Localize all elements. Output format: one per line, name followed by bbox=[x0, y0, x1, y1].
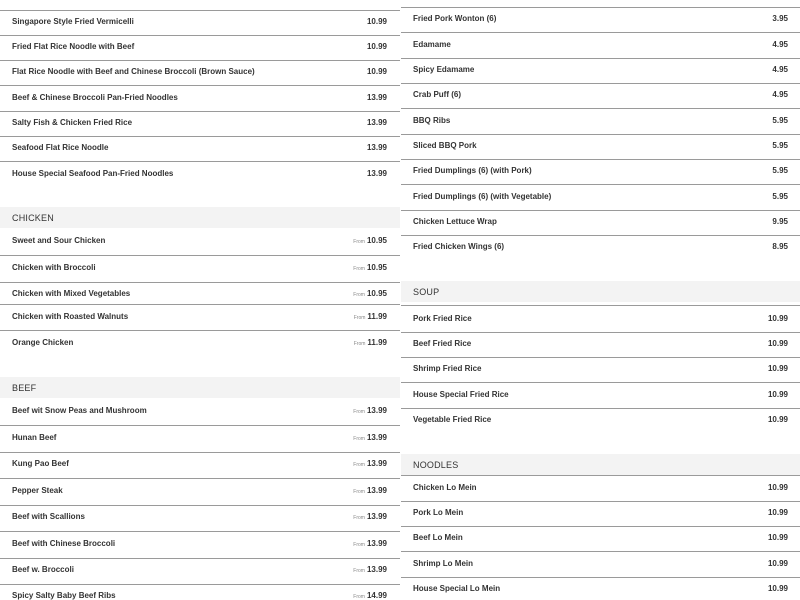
menu-item[interactable] bbox=[401, 34, 800, 54]
item-name: Sweet and Sour Chicken bbox=[12, 235, 106, 245]
divider bbox=[0, 425, 400, 426]
item-price: 13.99 bbox=[366, 92, 387, 102]
from-label: From bbox=[353, 291, 365, 298]
category-header-noodles: NOODLES bbox=[401, 454, 800, 475]
menu-item[interactable] bbox=[0, 61, 400, 81]
menu-item[interactable] bbox=[0, 230, 400, 250]
item-name: Fried Chicken Wings (6) bbox=[413, 241, 505, 251]
item-price: 4.95 bbox=[772, 64, 788, 74]
item-price: 5.95 bbox=[772, 140, 788, 150]
menu-item[interactable] bbox=[0, 533, 400, 553]
item-name: Orange Chicken bbox=[12, 337, 74, 347]
item-price: 13.99 bbox=[366, 168, 387, 178]
divider bbox=[0, 255, 400, 256]
menu-item[interactable] bbox=[0, 400, 400, 420]
item-name: Chicken with Roasted Walnuts bbox=[12, 311, 129, 321]
from-label: From bbox=[353, 541, 365, 548]
divider bbox=[0, 304, 400, 305]
item-price: 9.95 bbox=[772, 216, 788, 226]
divider bbox=[0, 478, 400, 479]
item-price: 5.95 bbox=[772, 191, 788, 201]
menu-item[interactable] bbox=[0, 163, 400, 183]
category-header-soup: SOUP bbox=[401, 281, 800, 302]
item-name: Beef wit Snow Peas and Mushroom bbox=[12, 405, 147, 415]
from-label: From bbox=[353, 461, 365, 468]
item-name: Kung Pao Beef bbox=[12, 458, 69, 468]
divider bbox=[401, 382, 800, 383]
item-price: 10.99 bbox=[366, 66, 387, 76]
item-name: Fried Dumplings (6) (with Vegetable) bbox=[413, 191, 552, 201]
item-price: 10.99 bbox=[767, 583, 788, 593]
item-price: 13.99 bbox=[366, 538, 387, 548]
item-price: 10.99 bbox=[767, 507, 788, 517]
menu-item[interactable] bbox=[0, 11, 400, 31]
from-label: From bbox=[353, 340, 366, 347]
menu-item[interactable] bbox=[0, 559, 400, 579]
item-name: House Special Seafood Pan-Fried Noodles bbox=[12, 168, 174, 178]
item-price: 4.95 bbox=[772, 39, 788, 49]
item-name: Chicken Lo Mein bbox=[413, 482, 477, 492]
menu-item[interactable] bbox=[0, 257, 400, 277]
menu-item[interactable] bbox=[0, 332, 400, 352]
menu-item[interactable] bbox=[401, 333, 800, 353]
menu-item[interactable] bbox=[0, 427, 400, 447]
item-price: 13.99 bbox=[366, 142, 387, 152]
item-price: 8.95 bbox=[772, 241, 788, 251]
item-price: 10.99 bbox=[366, 41, 387, 51]
menu-item[interactable] bbox=[401, 308, 800, 328]
item-price: 10.95 bbox=[366, 262, 387, 272]
menu-item[interactable] bbox=[0, 453, 400, 473]
item-price: 10.99 bbox=[767, 363, 788, 373]
item-name: Shrimp Lo Mein bbox=[413, 558, 473, 568]
menu-item[interactable] bbox=[0, 506, 400, 526]
item-price: 3.95 bbox=[772, 13, 788, 23]
divider bbox=[401, 32, 800, 33]
item-name: Beef w. Broccoli bbox=[12, 564, 74, 574]
item-name: Singapore Style Fried Vermicelli bbox=[12, 16, 134, 26]
from-label: From bbox=[353, 593, 365, 600]
menu-item[interactable] bbox=[401, 527, 800, 547]
menu-item[interactable] bbox=[401, 135, 800, 155]
from-label: From bbox=[353, 435, 365, 442]
divider bbox=[401, 184, 800, 185]
menu-item[interactable] bbox=[0, 480, 400, 500]
item-name: Sliced BBQ Pork bbox=[413, 140, 477, 150]
from-label: From bbox=[353, 314, 366, 321]
item-name: Shrimp Fried Rice bbox=[413, 363, 482, 373]
menu-item[interactable] bbox=[0, 112, 400, 132]
from-label: From bbox=[353, 567, 365, 574]
divider bbox=[401, 475, 800, 476]
from-label: From bbox=[353, 265, 365, 272]
menu-item[interactable] bbox=[0, 36, 400, 56]
divider bbox=[0, 161, 400, 162]
menu-item[interactable] bbox=[401, 186, 800, 206]
from-label: From bbox=[353, 238, 365, 245]
item-price: 10.99 bbox=[767, 414, 788, 424]
menu-item[interactable] bbox=[0, 585, 400, 600]
menu-item[interactable] bbox=[0, 306, 400, 326]
from-label: From bbox=[353, 488, 365, 495]
item-name: Hunan Beef bbox=[12, 432, 57, 442]
item-price: 10.99 bbox=[767, 338, 788, 348]
divider bbox=[401, 108, 800, 109]
item-price: 10.99 bbox=[767, 313, 788, 323]
divider bbox=[0, 330, 400, 331]
item-price: 14.99 bbox=[366, 590, 387, 600]
item-name: House Special Fried Rice bbox=[413, 389, 509, 399]
item-price: 13.99 bbox=[366, 432, 387, 442]
item-name: Flat Rice Noodle with Beef and Chinese Broccoli (Brown Sauce) bbox=[12, 66, 255, 76]
item-name: Beef Lo Mein bbox=[413, 532, 463, 542]
menu-item[interactable] bbox=[0, 283, 400, 303]
item-price: 13.99 bbox=[366, 564, 387, 574]
menu-item[interactable] bbox=[401, 236, 800, 256]
item-name: Pork Lo Mein bbox=[413, 507, 464, 517]
divider bbox=[0, 85, 400, 86]
menu-item[interactable] bbox=[401, 110, 800, 130]
item-price: 10.99 bbox=[366, 16, 387, 26]
item-name: BBQ Ribs bbox=[413, 115, 451, 125]
item-price: 13.99 bbox=[366, 458, 387, 468]
item-price: 10.99 bbox=[767, 532, 788, 542]
item-name: Beef & Chinese Broccoli Pan-Fried Noodles bbox=[12, 92, 178, 102]
divider bbox=[401, 305, 800, 306]
menu-item[interactable] bbox=[401, 84, 800, 104]
divider bbox=[0, 531, 400, 532]
item-name: Fried Pork Wonton (6) bbox=[413, 13, 497, 23]
menu-item[interactable] bbox=[401, 409, 800, 429]
item-price: 13.99 bbox=[366, 117, 387, 127]
category-header-chicken: CHICKEN bbox=[0, 207, 400, 228]
item-name: Fried Dumplings (6) (with Pork) bbox=[413, 165, 532, 175]
item-price: 10.99 bbox=[767, 558, 788, 568]
item-price: 11.99 bbox=[367, 337, 387, 347]
item-name: Crab Puff (6) bbox=[413, 89, 461, 99]
category-header-beef: BEEF bbox=[0, 377, 400, 398]
item-name: Beef Fried Rice bbox=[413, 338, 472, 348]
menu-item[interactable] bbox=[401, 553, 800, 573]
menu-item[interactable] bbox=[401, 59, 800, 79]
item-name: Fried Flat Rice Noodle with Beef bbox=[12, 41, 135, 51]
item-price: 5.95 bbox=[772, 165, 788, 175]
menu-item[interactable] bbox=[401, 160, 800, 180]
item-name: Chicken with Mixed Vegetables bbox=[12, 288, 131, 298]
item-name: Salty Fish & Chicken Fried Rice bbox=[12, 117, 133, 127]
menu-item[interactable] bbox=[401, 502, 800, 522]
item-price: 13.99 bbox=[366, 511, 387, 521]
item-name: Vegetable Fried Rice bbox=[413, 414, 492, 424]
item-name: Spicy Salty Baby Beef Ribs bbox=[12, 590, 116, 600]
item-name: Seafood Flat Rice Noodle bbox=[12, 142, 109, 152]
item-name: Beef with Scallions bbox=[12, 511, 85, 521]
from-label: From bbox=[353, 514, 365, 521]
item-price: 4.95 bbox=[772, 89, 788, 99]
item-price: 10.95 bbox=[366, 235, 387, 245]
item-price: 10.95 bbox=[366, 288, 387, 298]
item-name: Pork Fried Rice bbox=[413, 313, 472, 323]
from-label: From bbox=[353, 408, 365, 415]
divider bbox=[401, 551, 800, 552]
menu-item[interactable] bbox=[401, 578, 800, 598]
menu-item[interactable] bbox=[0, 137, 400, 157]
item-price: 11.99 bbox=[367, 311, 387, 321]
item-name: Chicken with Broccoli bbox=[12, 262, 96, 272]
item-price: 13.99 bbox=[366, 405, 387, 415]
item-name: House Special Lo Mein bbox=[413, 583, 501, 593]
item-name: Pepper Steak bbox=[12, 485, 63, 495]
item-name: Beef with Chinese Broccoli bbox=[12, 538, 116, 548]
menu-item[interactable] bbox=[401, 384, 800, 404]
item-name: Edamame bbox=[413, 39, 451, 49]
menu-item[interactable] bbox=[0, 87, 400, 107]
menu-item[interactable] bbox=[401, 358, 800, 378]
item-price: 10.99 bbox=[767, 482, 788, 492]
item-price: 5.95 bbox=[772, 115, 788, 125]
item-price: 10.99 bbox=[767, 389, 788, 399]
item-name: Chicken Lettuce Wrap bbox=[413, 216, 497, 226]
item-name: Spicy Edamame bbox=[413, 64, 475, 74]
menu-item[interactable] bbox=[401, 211, 800, 231]
menu-item[interactable] bbox=[401, 8, 800, 28]
item-price: 13.99 bbox=[366, 485, 387, 495]
menu-item[interactable] bbox=[401, 477, 800, 497]
